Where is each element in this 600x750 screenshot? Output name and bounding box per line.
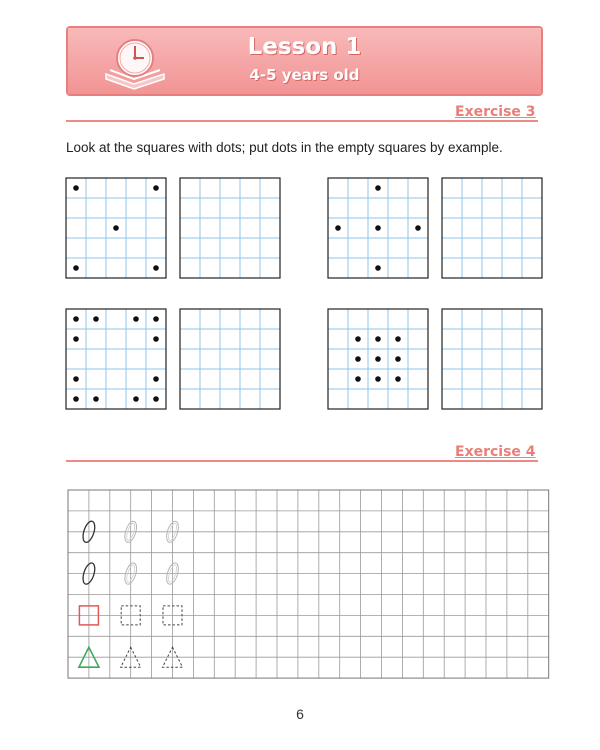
exercise4-tracing-grid <box>0 485 600 685</box>
dot <box>335 225 341 231</box>
exercise3-rule <box>66 120 538 122</box>
page-number: 6 <box>296 706 304 722</box>
exercise4-number: 4 <box>525 444 536 460</box>
exercise3-prefix: Exercise <box>455 104 521 120</box>
dot <box>73 185 79 191</box>
dot <box>355 336 361 342</box>
dot <box>395 376 401 382</box>
dot <box>375 225 381 231</box>
dot <box>375 185 381 191</box>
dot <box>415 225 421 231</box>
tracing-grid-lines <box>68 490 549 678</box>
exercise4-label <box>455 444 536 460</box>
example-dot-grid-4 <box>328 309 428 409</box>
dot <box>93 396 99 402</box>
dot <box>375 336 381 342</box>
dot <box>153 316 159 322</box>
dot <box>395 336 401 342</box>
exercise3-instruction: Look at the squares with dots; put dots in the empty squares by example. <box>66 140 503 155</box>
dot <box>133 396 139 402</box>
example-dot-grid-2 <box>328 178 428 278</box>
dot <box>73 265 79 271</box>
exercise4-prefix: Exercise <box>455 444 521 460</box>
dot <box>153 185 159 191</box>
empty-answer-grid-4 <box>442 309 542 409</box>
dot <box>355 356 361 362</box>
exercise3-label <box>455 104 536 120</box>
dot <box>153 336 159 342</box>
example-dot-grid-3 <box>66 309 166 409</box>
dot <box>375 265 381 271</box>
exercise3-grids <box>0 170 600 430</box>
exercise3-number: 3 <box>525 104 536 120</box>
dot <box>73 376 79 382</box>
dot <box>133 316 139 322</box>
dot <box>73 316 79 322</box>
dot <box>375 376 381 382</box>
dot <box>355 376 361 382</box>
lesson-banner <box>66 26 543 96</box>
empty-answer-grid-3 <box>180 309 280 409</box>
dot <box>153 396 159 402</box>
dot <box>73 396 79 402</box>
empty-answer-grid-2 <box>442 178 542 278</box>
example-dot-grid-1 <box>66 178 166 278</box>
exercise4-rule <box>66 460 538 462</box>
dot <box>153 265 159 271</box>
dot <box>73 336 79 342</box>
lesson-title: Lesson 1 <box>247 34 362 60</box>
age-range: 4-5 years old <box>249 66 360 84</box>
dot <box>395 356 401 362</box>
dot <box>153 376 159 382</box>
empty-answer-grid-1 <box>180 178 280 278</box>
dot <box>113 225 119 231</box>
dot <box>375 356 381 362</box>
dot <box>93 316 99 322</box>
